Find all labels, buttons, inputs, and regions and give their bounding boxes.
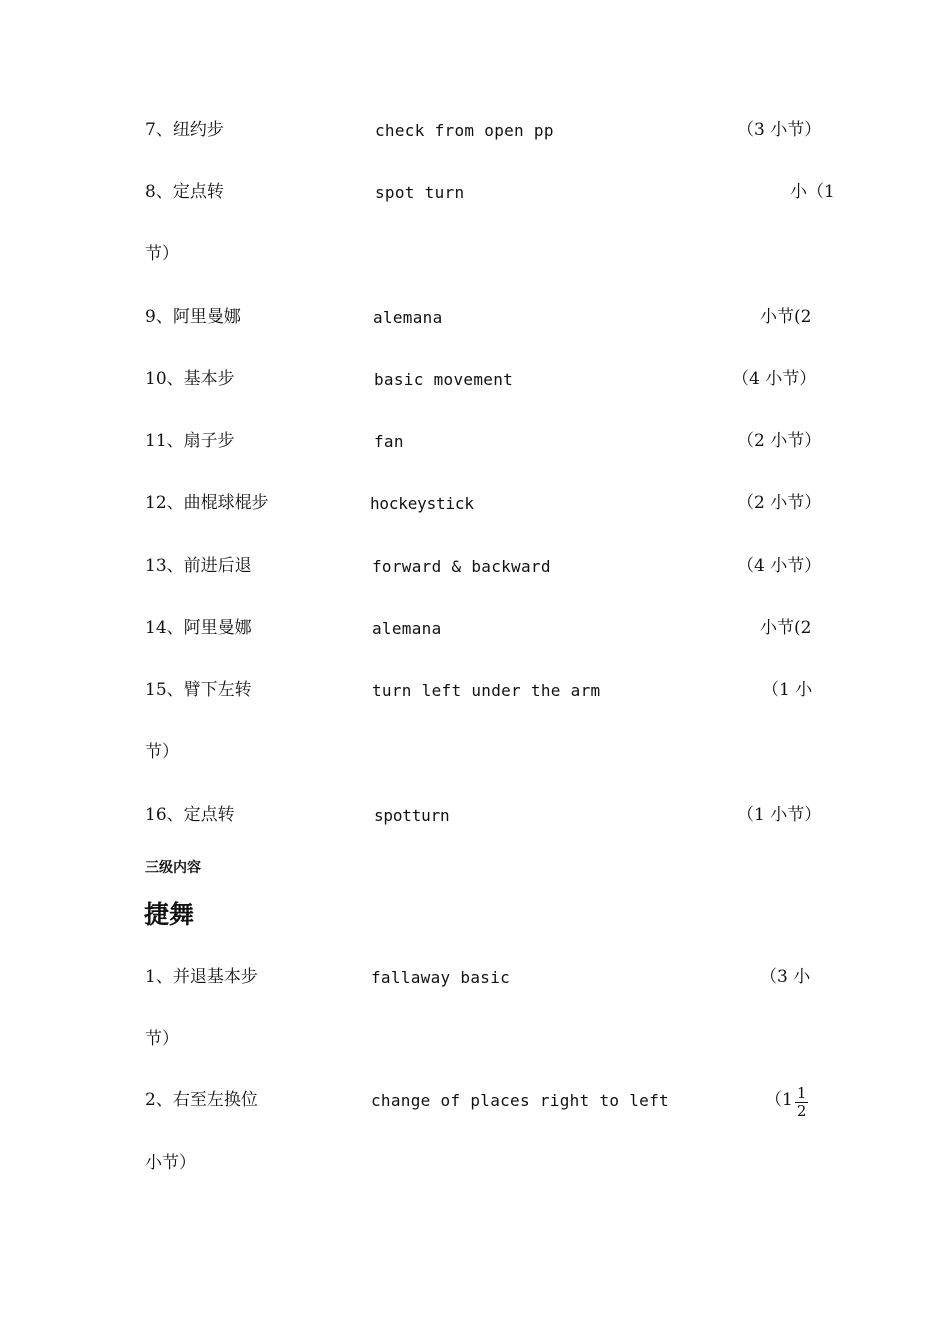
jive-row-2-continuation: 小节） — [145, 1153, 196, 1173]
row-12-bars: （2 小节） — [737, 493, 822, 513]
row-14-english: alemana — [372, 619, 442, 638]
row-10-name: 10、基本步 — [145, 369, 235, 389]
jive-row-2-english: change of places right to left — [371, 1091, 669, 1110]
jive-row-1-english: fallaway basic — [371, 968, 511, 987]
jive-row-1-bars: （3 小 — [760, 967, 811, 987]
fraction-one-half — [795, 1085, 809, 1120]
jive-row-2-bars-prefix: （1 — [765, 1090, 793, 1110]
row-13-bars: （4 小节） — [737, 556, 822, 576]
row-16-english: spotturn — [374, 806, 450, 825]
jive-row-1-continuation: 节） — [145, 1029, 179, 1049]
row-13-name: 13、前进后退 — [145, 556, 252, 576]
section-label: 三级内容 — [145, 860, 201, 876]
row-15-english: turn left under the arm — [372, 681, 601, 700]
row-14-name: 14、阿里曼娜 — [145, 618, 252, 638]
row-10-english: basic movement — [374, 370, 514, 389]
row-7-bars: （3 小节） — [737, 120, 822, 140]
row-7-name: 7、纽约步 — [145, 120, 224, 140]
row-11-english: fan — [374, 432, 404, 451]
row-15-bars: （1 小 — [762, 680, 813, 700]
fraction-denominator: 2 — [796, 1102, 807, 1120]
row-11-bars: （2 小节） — [737, 431, 822, 451]
row-15-continuation: 节） — [145, 742, 179, 762]
row-13-english: forward & backward — [372, 557, 551, 576]
fraction-numerator: 1 — [796, 1084, 807, 1102]
row-16-name: 16、定点转 — [145, 805, 235, 825]
row-12-name: 12、曲棍球棍步 — [145, 493, 269, 513]
row-7-english: check from open pp — [375, 121, 554, 140]
row-8-name: 8、定点转 — [145, 182, 224, 202]
row-8-english: spot turn — [375, 183, 465, 202]
row-8-continuation: 节） — [145, 244, 179, 264]
jive-row-2-name: 2、右至左换位 — [145, 1090, 258, 1110]
jive-row-2-bars — [765, 1080, 808, 1120]
row-11-name: 11、扇子步 — [145, 431, 235, 451]
row-9-bars: 小节(2 — [760, 307, 812, 327]
row-14-bars: 小节(2 — [760, 618, 812, 638]
row-16-bars: （1 小节） — [737, 805, 822, 825]
row-9-english: alemana — [373, 308, 443, 327]
dance-title: 捷舞 — [144, 900, 195, 929]
row-10-bars: （4 小节） — [732, 369, 817, 389]
jive-row-1-name: 1、并退基本步 — [145, 967, 258, 987]
row-15-name: 15、臂下左转 — [145, 680, 252, 700]
row-9-name: 9、阿里曼娜 — [145, 307, 241, 327]
row-12-english: hockeystick — [370, 494, 474, 513]
row-8-bars: 小（1 — [790, 182, 835, 202]
